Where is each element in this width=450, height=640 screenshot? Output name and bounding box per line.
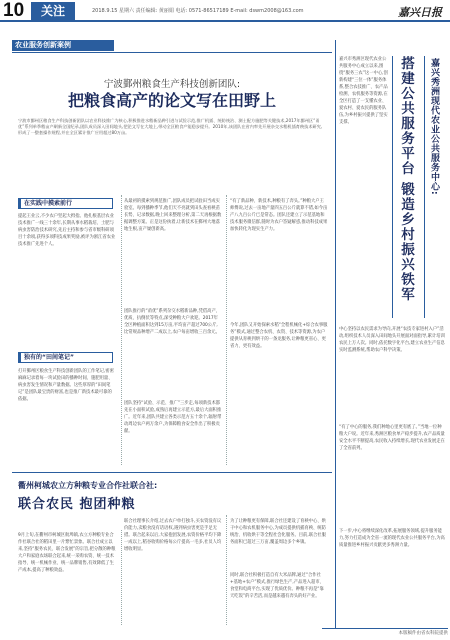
article1-title: 把粮食高产的论文写在田野上: [67, 91, 276, 110]
column-divider: [121, 530, 122, 625]
article2-paragraph: 9月上旬,在衢州市柯城区航埠镇,农立方种粮专业合作社联合社的稻田里一片繁忙景象。联合社成立以来,坚持“服务农民、联合发展”的宗旨,把分散的种粮大户和家庭农场联合起来,统一采购农资、统一技术指导、统一机械作业、统一品牌销售,有效降低了生产成本,提高了种粮效益。: [18, 533, 116, 573]
sidebar-paragraph: 中心坚持以农民需求为导向,开展“农技专家进村入户”活动,组织技术人员深入田间地头开展面对面指导,累计培训农民上万人次。同时,依托数字化平台,建立农业生产信息实时监测系统,帮助农户科学决策。: [339, 327, 445, 353]
article1-paragraph: 团队推行的“甬优”系列杂交水稻新品种,凭借高产、优质、抗倒伏等特点,深受种粮大户欢迎。2017年全区种植面积达到15万亩,平均亩产超过700公斤,比常规品种增产二成以上,农户每亩增收三百余元。: [124, 309, 221, 335]
article1-paragraph: “有了新品种、新技术,种粮有了奔头。”种粮大户王师傅说,过去一亩地产量四五百公斤就算不错,如今亩产八九百公斤已是常态。团队还建立了示范基地和技术服务微信群,随时为农户答疑解惑,推动科技成果加快转化为现实生产力。: [230, 199, 328, 232]
divider: [12, 472, 332, 473]
article1-subtitle: 宁波鄞州粮食生产科技创新团队:: [103, 79, 241, 90]
article1-section-heading: 在实践中摸索前行: [18, 198, 113, 209]
page-header: [0, 0, 450, 22]
article2-paragraph: 同时,联合社积极打造自有大米品牌,通过“合作社+基地+农户”模式,推行绿色生产,产品进入超市、食堂和电商平台,实现了优质优价。种粮不再是“靠天吃饭”的辛苦活,而是越来越有奔头的好产业。: [230, 573, 324, 599]
sidebar-subtitle: 嘉兴秀洲现代农业公共服务中心:: [429, 58, 439, 196]
article2-subtitle: 衢州柯城农立方种粮专业合作社联合社:: [18, 481, 158, 490]
divider: [12, 52, 332, 53]
masthead-logo: 嘉兴日报: [398, 6, 442, 19]
article2-title: 联合农民 抱团种粮: [18, 497, 136, 512]
section-label: 关注: [31, 2, 75, 20]
divider: [392, 56, 393, 318]
article2-paragraph: 为了让种粮更有保障,联合社还建设了育秧中心、烘干中心和农机服务中心,为成员提供机插育秧、统防统治、机收烘干等全程社会化服务。目前,联合社服务面积已超过三万亩,覆盖周边多个乡镇。: [230, 519, 326, 545]
page-number: 10: [3, 0, 25, 21]
article1-section-heading: 独有的“田间笔记”: [18, 352, 113, 363]
article1-paragraph: 今年,团队又开始探索水稻“全程机械化+综合农事服务”模式,通过整合农机、农资、技术等资源,为农户提供从育秧到烘干的一条龙服务,让种粮更省心、更省力、更有效益。: [230, 323, 328, 349]
sidebar-paragraph: 嘉兴市秀洲区现代农业公共服务中心成立以来,围绕“服务三农”这一中心,创新构建“三位一体”服务体系,整合农技推广、农产品检测、农机服务等资源,在全区打造了一支懂农业、爱农村、爱农民的服务队伍,为乡村振兴提供了坚实支撑。: [339, 57, 388, 125]
article1-paragraph: 提起王业云,不少农户竖起大拇指。他扎根基层农业技术推广一线三十余年,长期从事水稻栽培、土肥与病虫害防治技术研究,先后主持和参与省市级科研项目十余项,获得多项科技成果奖励,被评为浙江省农业技术推广先进个人。: [18, 214, 116, 247]
header-meta: 2018.9.15 星期六 责任编辑: 黄丽娟 电话: 0571-86517189 E-mail: dswm2008@163.com: [92, 8, 304, 14]
article1-paragraph: 团队坚持“试验、示范、推广”三步走,每项新技术都先在小面积试验,成熟后再建立示范方,最后大面积推广。近年来,团队共建立各类示范方五十余个,辐射带动周边农户两万余户,为保障粮食安全作出了积极贡献。: [124, 401, 222, 434]
article1-paragraph: 打开鄞州区粮食生产科技创新团队的工作笔记,密密麻麻记录着每一块试验田的播种时间、施肥用量、病虫害发生情况和产量数据。这些厚厚的“田间笔记”是团队最宝贵的财富,也是推广新技术最可靠的依据。: [18, 369, 114, 402]
sidebar-title: 搭建公共服务平台 锻造乡村振兴铁军: [398, 56, 414, 303]
sidebar-paragraph: “有了中心的服务,我们种地心里更有底了。”当地一位种粮大户说。近年来,秀洲区粮食单产稳步提升,农产品质量安全水平不断提高,农民收入持续增长,现代农业发展走在了全省前列。: [339, 425, 445, 451]
column-divider: [121, 195, 122, 465]
column-banner: 农业服务创新案例: [12, 40, 114, 51]
footer-credit: 本版稿件由省农科院提供: [322, 628, 448, 638]
sidebar-paragraph: 下一步,中心将继续深化改革,拓展服务领域,提升服务能力,努力打造成为全省一流的现代农业公共服务平台,为高质量推进乡村振兴贡献更多秀洲力量。: [339, 529, 445, 548]
article2-paragraph: 联合社理事长介绍,过去农户单打独斗,买农资没有议价能力,卖粮食没有话语权,遇到病虫害更是手足无措。联合起来以后,大家抱团发展,农资价格平均下降一成以上,稻谷收购价格每公斤提高一毛多,社员人均增收明显。: [124, 519, 222, 552]
article1-paragraph: 从最初的摸索到规范推广,团队成员把试验田当成实验室。每到播种季节,他们天不亮就到田头查看秧苗长势、记录数据,晚上回来整理分析,第二天再根据数据调整方案。正是这份执着,让新技术在鄞州大地落地生根,亩产屡创新高。: [124, 199, 222, 232]
column-divider: [226, 195, 227, 465]
column-divider: [226, 515, 227, 625]
divider: [424, 56, 425, 318]
article1-lead: 宁波市鄞州区粮食生产科技创新团队以农业科技推广为核心,积极推进水稻新品种引进与试验示范,推广机插、统防统治、测土配方施肥等关键技术,2017年鄞州区“甬优”系列单季稻亩产刷新全国纪录,团队成员深入田间地头,把论文写在大地上,带动全区粮食产能稳步提升。2010年,该团队在省内率先开展杂交水稻机插育秧技术研究,形成了一整套操作规程,并在全区累计推广应用超过80万亩。: [18, 118, 323, 136]
